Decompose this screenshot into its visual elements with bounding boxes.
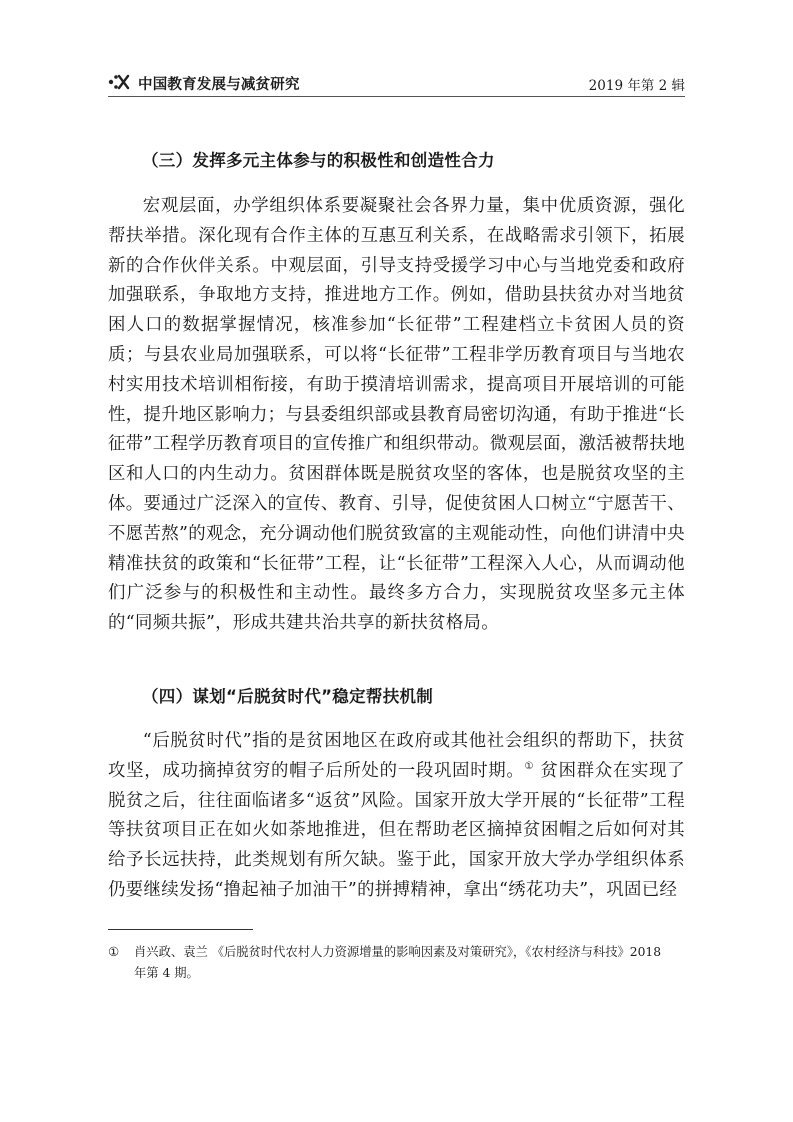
footnote-reference[interactable]: ① [524,761,535,772]
section-heading-3: （三）发挥多元主体参与的积极性和创造性合力 [142,151,495,170]
footnote-divider [108,929,253,930]
running-header [108,72,685,94]
body-paragraph [108,727,685,906]
section-heading-4: （四）谋划“后脱贫时代”稳定帮扶机制 [142,687,434,706]
footnote [108,942,664,984]
issue-number: 2019 年第 2 辑 [588,78,685,94]
journal-title: 中国教育发展与减贫研究 [138,77,300,93]
footnote-mark: ① [108,945,120,959]
footnote-text: 肖兴政、袁兰 《后脱贫时代农村人力资源增量的影响因素及对策研究》，《农村经济与科技》2018 年第 4 期。 [134,945,662,980]
paragraph-text: 贫困群众在实现了脱贫之后，往往面临诸多“返贫”风险。国家开放大学开展的“长征带”工程等扶贫项目正在如火如荼地推进，但在帮助老区摘掉贫困帽之后如何对其给予长远扶持，此类规划有所欠缺。鉴于此，国家开放大学办学组织体系仍要继续发扬“撸起袖子加油干”的拼搏精神，拿出“绣花功夫”，巩固已经 [108,760,685,900]
paragraph-text: “后脱贫时代”指的是贫困地区在政府或其他社会组织的帮助下，扶贫攻坚，成功摘掉贫穷的帽子后所处的一段巩固时期。 [108,731,685,781]
journal-logo-icon [108,73,130,91]
body-paragraph: 宏观层面，办学组织体系要凝聚社会各界力量，集中优质资源，强化帮扶举措。深化现有合作主体的互惠互利关系，在战略需求引领下，拓展新的合作伙伴关系。中观层面，引导支持受援学习中心与当地党委和政府加强联系，争取地方支持，推进地方工作。例如，借助县扶贫办对当地贫困人口的数据掌握情况，核准参加“长征带”工程建档立卡贫困人员的资质；与县农业局加强联系，可以将“长征带”工程非学历教育项目与当地农村实用技术培训相衔接，有助于摸清培训需求，提高项目开展培训的可能性，提升地区影响力；与县委组织部或县教育局密切沟通，有助于推进“长征带”工程学历教育项目的宣传推广和组织带动。微观层面，激活被帮扶地区和人口的内生动力。贫困群体既是脱贫攻坚的客体，也是脱贫攻坚的主体。要通过广泛深入的宣传、教育、引导，促使贫困人口树立“宁愿苦干、不愿苦熬”的观念，充分调动他们脱贫致富的主观能动性，向他们讲清中央精准扶贫的政策和“长征带”工程，让“长征带”工程深入人心，从而调动他们广泛参与的积极性和主动性。最终多方合力，实现脱贫攻坚多元主体的“同频共振”，形成共建共治共享的新扶贫格局。 [108,196,685,634]
header-divider [108,96,685,97]
